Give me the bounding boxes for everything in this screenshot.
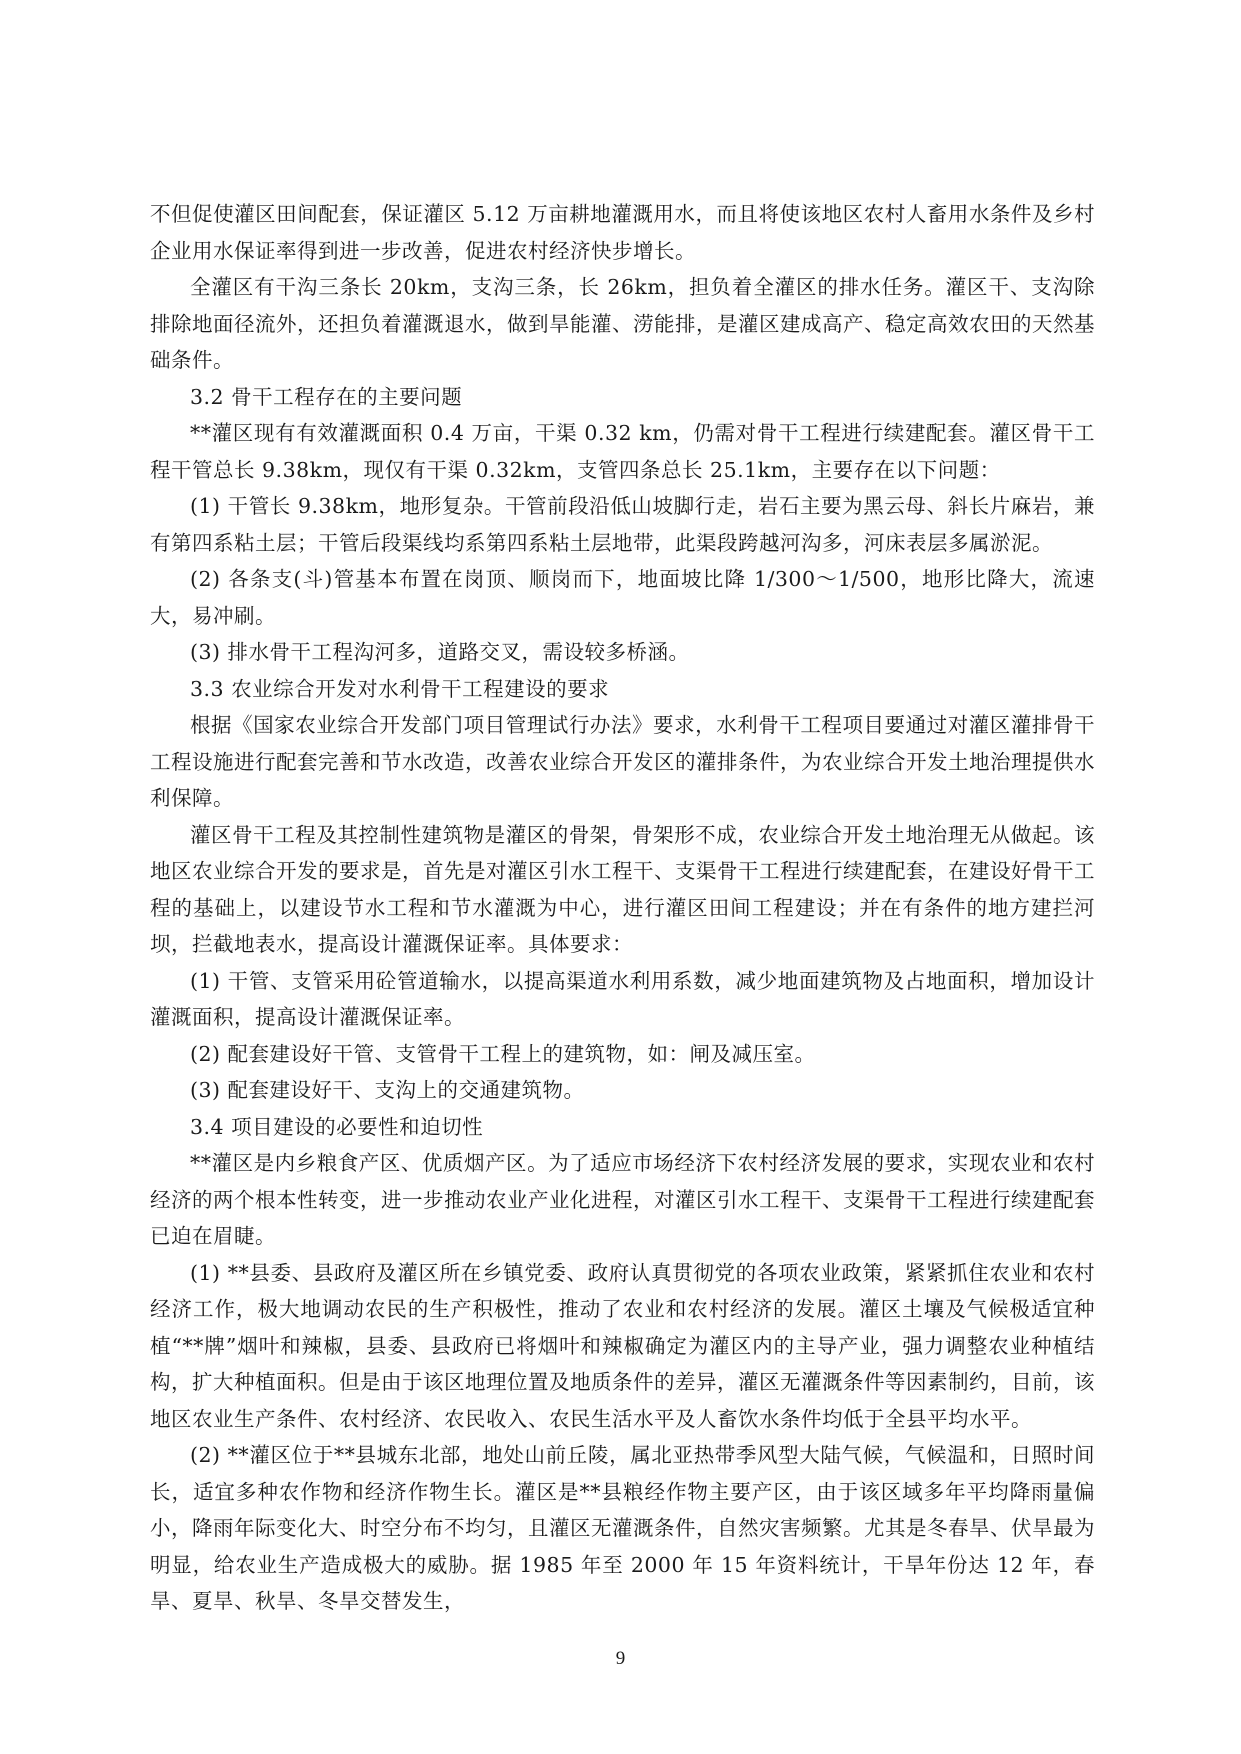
section-heading-3-4: 3.4 项目建设的必要性和迫切性: [190, 1114, 484, 1139]
paragraph: 灌区骨干工程及其控制性建筑物是灌区的骨架，骨架形不成，农业综合开发土地治理无从做起。该地区农业综合开发的要求是，首先是对灌区引水工程干、支渠骨干工程进行续建配套，在建设好骨干工程的基础上，以建设节水工程和节水灌溉为中心，进行灌区田间工程建设；并在有条件的地方建拦河坝，拦截地表水，提高设计灌溉保证率。具体要求：: [150, 822, 1095, 956]
list-item: (2) 配套建设好干管、支管骨干工程上的建筑物，如：闸及减压室。: [190, 1041, 816, 1066]
list-item: (1) 干管、支管采用砼管道输水，以提高渠道水利用系数，减少地面建筑物及占地面积，增加设计灌溉面积，提高设计灌溉保证率。: [150, 968, 1095, 1029]
list-item: (3) 配套建设好干、支沟上的交通建筑物。: [190, 1078, 585, 1102]
body-text: [150, 196, 1095, 1620]
paragraph: 全灌区有干沟三条长 20km，支沟三条，长 26km，担负着全灌区的排水任务。灌区干、支沟除排除地面径流外，还担负着灌溉退水，做到旱能灌、涝能排，是灌区建成高产、稳定高效农田的天然基础条件。: [150, 275, 1095, 372]
section-heading-3-2: 3.2 骨干工程存在的主要问题: [190, 384, 463, 409]
page-number: 9: [615, 1648, 626, 1669]
paragraph: **灌区现有有效灌溉面积 0.4 万亩，干渠 0.32 km，仍需对骨干工程进行续建配套。灌区骨干工程干管总长 9.38km，现仅有干渠 0.32km，支管四条总长 25.1km，主要存在以下问题：: [150, 421, 1095, 482]
section-heading-3-3: 3.3 农业综合开发对水利骨干工程建设的要求: [190, 676, 610, 701]
list-item: (2) 各条支(斗)管基本布置在岗顶、顺岗而下，地面坡比降 1/300～1/500，地形比降大，流速大，易冲刷。: [150, 567, 1095, 628]
paragraph: **灌区是内乡粮食产区、优质烟产区。为了适应市场经济下农村经济发展的要求，实现农业和农村经济的两个根本性转变，进一步推动农业产业化进程，对灌区引水工程干、支渠骨干工程进行续建配套已迫在眉睫。: [150, 1151, 1095, 1248]
list-item: (1) 干管长 9.38km，地形复杂。干管前段沿低山坡脚行走，岩石主要为黑云母、斜长片麻岩，兼有第四系粘土层；干管后段渠线均系第四系粘土层地带，此渠段跨越河沟多，河床表层多属淤泥。: [150, 494, 1095, 555]
list-item: (2) **灌区位于**县城东北部，地处山前丘陵，属北亚热带季风型大陆气候，气候温和，日照时间长，适宜多种农作物和经济作物生长。灌区是**县粮经作物主要产区，由于该区域多年平均降雨量偏小，降雨年际变化大、时空分布不均匀，且灌区无灌溉条件，自然灾害频繁。尤其是冬春旱、伏旱最为明显，给农业生产造成极大的威胁。据 1985 年至 2000 年 15 年资料统计，干旱年份达 12 年，春旱、夏旱、秋旱、冬旱交替发生，: [150, 1443, 1095, 1613]
list-item: (3) 排水骨干工程沟河多，道路交叉，需设较多桥涵。: [190, 640, 690, 664]
list-item: (1) **县委、县政府及灌区所在乡镇党委、政府认真贯彻党的各项农业政策，紧紧抓住农业和农村经济工作，极大地调动农民的生产积极性，推动了农业和农村经济的发展。灌区土壤及气候极适宜种植“**牌”烟叶和辣椒，县委、县政府已将烟叶和辣椒确定为灌区内的主导产业，强力调整农业种植结构，扩大种植面积。但是由于该区地理位置及地质条件的差异，灌区无灌溉条件等因素制约，目前，该地区农业生产条件、农村经济、农民收入、农民生活水平及人畜饮水条件均低于全县平均水平。: [150, 1260, 1095, 1431]
paragraph: 根据《国家农业综合开发部门项目管理试行办法》要求，水利骨干工程项目要通过对灌区灌排骨干工程设施进行配套完善和节水改造，改善农业综合开发区的灌排条件，为农业综合开发土地治理提供水利保障。: [150, 713, 1095, 810]
paragraph: 不但促使灌区田间配套，保证灌区 5.12 万亩耕地灌溉用水，而且将使该地区农村人畜用水条件及乡村企业用水保证率得到进一步改善，促进农村经济快步增长。: [150, 202, 1095, 263]
